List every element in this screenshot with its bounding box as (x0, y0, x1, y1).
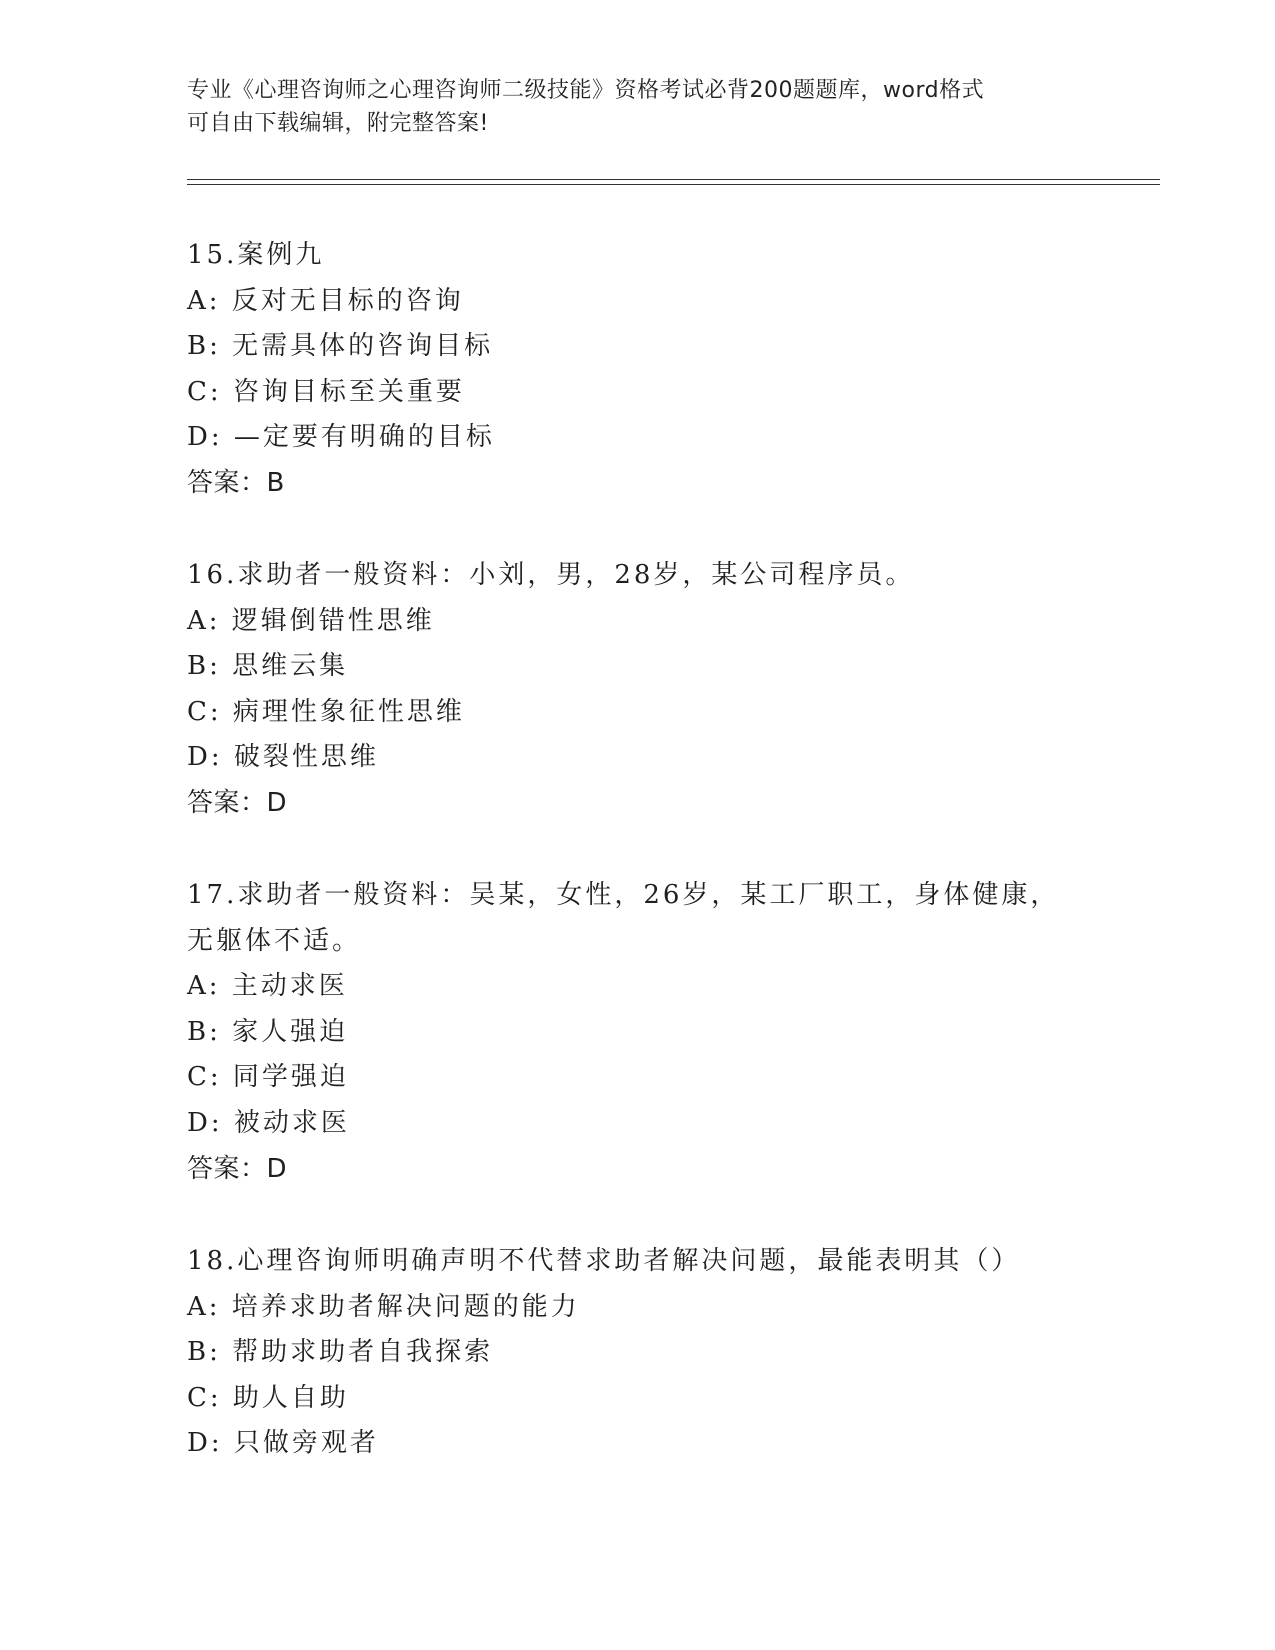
answer-line: 答案：D (187, 787, 288, 818)
option-d: D: —定要有明确的目标 (187, 422, 495, 453)
header-line-1: 专业《心理咨询师之心理咨询师二级技能》资格考试必背200题题库，word格式 (187, 78, 985, 103)
option-b: B: 帮助求助者自我探索 (187, 1337, 494, 1368)
header-line-2: 可自由下载编辑，附完整答案! (187, 111, 489, 136)
question-16 (187, 553, 1087, 827)
option-b: B: 思维云集 (187, 651, 349, 682)
option-a: A: 主动求医 (187, 971, 348, 1002)
option-c: C: 病理性象征性思维 (187, 696, 465, 727)
option-d: D: 破裂性思维 (187, 742, 379, 773)
question-stem: 15.案例九 (187, 240, 325, 270)
option-c: C: 助人自助 (187, 1382, 349, 1413)
question-18 (187, 1239, 1087, 1467)
answer-line: 答案：B (187, 467, 285, 498)
header-divider-top (187, 179, 1160, 180)
question-stem: 16.求助者一般资料：小刘，男，28岁，某公司程序员。 (187, 560, 915, 590)
option-b: B: 家人强迫 (187, 1016, 349, 1047)
question-15 (187, 233, 1087, 507)
option-c: C: 同学强迫 (187, 1062, 349, 1093)
option-c: C: 咨询目标至关重要 (187, 376, 465, 407)
document-header (187, 74, 1087, 140)
answer-line: 答案：D (187, 1153, 288, 1184)
question-stem: 17.求助者一般资料：吴某，女性，26岁，某工厂职工，身体健康，无躯体不适。 (187, 880, 1060, 956)
option-a: A: 培养求助者解决问题的能力 (187, 1291, 580, 1322)
question-stem: 18.心理咨询师明确声明不代替求助者解决问题，最能表明其（） (187, 1246, 1021, 1276)
option-d: D: 只做旁观者 (187, 1428, 379, 1459)
option-d: D: 被动求医 (187, 1107, 350, 1138)
header-divider-bottom (187, 184, 1160, 185)
option-b: B: 无需具体的咨询目标 (187, 331, 494, 362)
option-a: A: 反对无目标的咨询 (187, 285, 464, 316)
question-17 (187, 873, 1087, 1192)
option-a: A: 逻辑倒错性思维 (187, 605, 435, 636)
